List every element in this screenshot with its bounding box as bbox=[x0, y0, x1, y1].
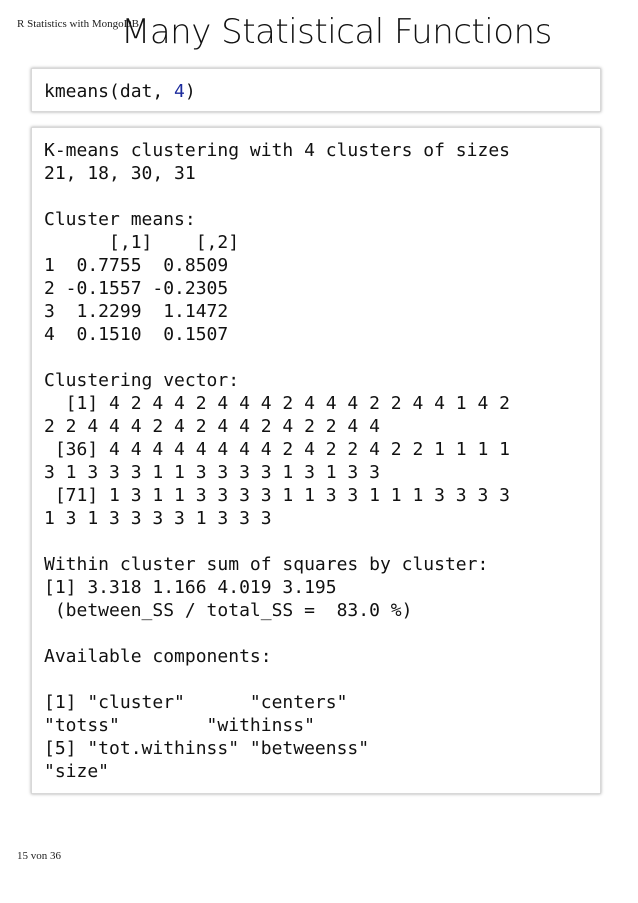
code-input-line bbox=[44, 80, 196, 103]
output-line: 2 2 4 4 4 2 4 2 4 4 2 4 2 2 4 4 bbox=[44, 416, 380, 437]
output-line: "totss" "withinss" bbox=[44, 715, 315, 736]
output-line: Available components: bbox=[44, 646, 272, 667]
code-closing-paren: ) bbox=[184, 81, 196, 102]
output-line: [1] "cluster" "centers" bbox=[44, 692, 348, 713]
output-line: 3 1 3 3 3 1 1 3 3 3 3 1 3 1 3 3 bbox=[44, 462, 380, 483]
slide-title: Many Statistical Functions bbox=[121, 12, 552, 52]
output-line: (between_SS / total_SS = 83.0 %) bbox=[44, 600, 413, 621]
source-label: R Statistics with MongoDB bbox=[17, 18, 139, 30]
output-line: 1 0.7755 0.8509 bbox=[44, 255, 229, 276]
code-input-block bbox=[31, 68, 601, 112]
output-line: "size" bbox=[44, 761, 110, 782]
code-function-call: kmeans(dat, bbox=[44, 81, 175, 102]
output-line: Clustering vector: bbox=[44, 370, 240, 391]
code-output-block bbox=[31, 127, 601, 794]
output-line: K-means clustering with 4 clusters of sizes bbox=[44, 140, 510, 161]
output-line: [36] 4 4 4 4 4 4 4 4 2 4 2 2 4 2 2 1 1 1 1 bbox=[44, 439, 510, 460]
output-line: [1] 4 2 4 4 2 4 4 4 2 4 4 4 2 2 4 4 1 4 2 bbox=[44, 393, 510, 414]
output-line: 2 -0.1557 -0.2305 bbox=[44, 278, 229, 299]
code-number-literal: 4 bbox=[174, 81, 185, 102]
output-line: 4 0.1510 0.1507 bbox=[44, 324, 229, 345]
output-line: [5] "tot.withinss" "betweenss" bbox=[44, 738, 370, 759]
output-line: [71] 1 3 1 1 3 3 3 3 1 1 3 3 1 1 1 3 3 3 3 bbox=[44, 485, 510, 506]
output-line: 3 1.2299 1.1472 bbox=[44, 301, 229, 322]
output-line: 1 3 1 3 3 3 3 1 3 3 3 bbox=[44, 508, 272, 529]
output-line: Within cluster sum of squares by cluster: bbox=[44, 554, 489, 575]
output-line: [,1] [,2] bbox=[44, 232, 240, 253]
page-number: 15 von 36 bbox=[17, 850, 61, 862]
output-line: Cluster means: bbox=[44, 209, 196, 230]
output-line: 21, 18, 30, 31 bbox=[44, 163, 196, 184]
output-line: [1] 3.318 1.166 4.019 3.195 bbox=[44, 577, 337, 598]
